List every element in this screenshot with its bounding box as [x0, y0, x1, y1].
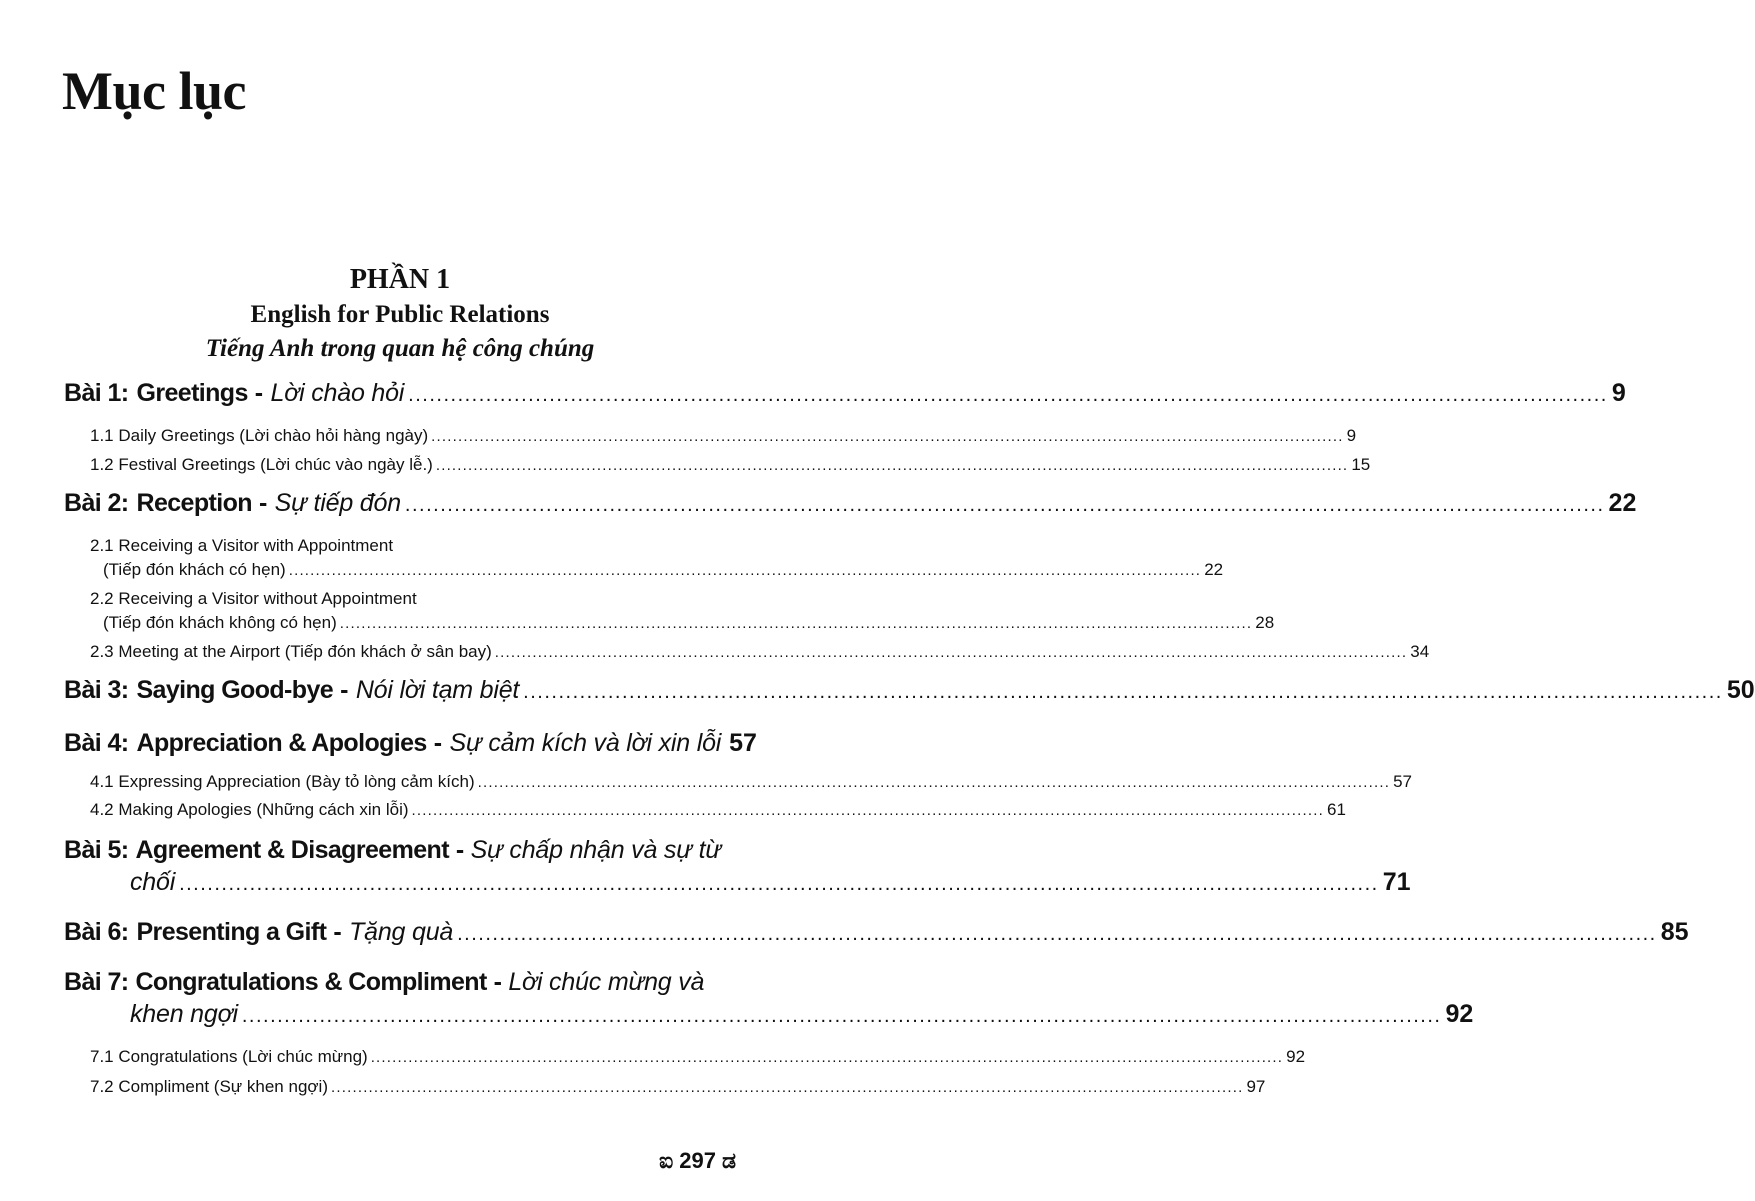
dot-leader: .......................................................................................................................................................................... [494, 644, 1408, 661]
dot-leader: .......................................................................................................................................................................... [457, 923, 1657, 945]
toc-subsection-4-1[interactable] [90, 770, 1413, 795]
lesson-page-number: 85 [1660, 918, 1689, 946]
dot-leader: .......................................................................................................................................................................... [431, 428, 1344, 445]
lesson-title-en: Congratulations & Compliment [135, 968, 487, 996]
part-title-vi: Tiếng Anh trong quan hệ công chúng [205, 335, 595, 362]
toc-subsection-7-2[interactable] [90, 1075, 1266, 1100]
dot-leader: .......................................................................................................................................................................... [435, 457, 1349, 474]
lesson-number: Bài 4: [64, 729, 129, 757]
subsection-number: 7.1 [90, 1047, 114, 1066]
ornament-left-icon: ಐ [659, 1148, 674, 1174]
subsection-number: 2.2 [90, 589, 114, 608]
subsection-page-number: 9 [1346, 426, 1357, 445]
page-title: Mục lục [62, 61, 246, 121]
subsection-number: 7.2 [90, 1077, 114, 1096]
dot-leader: .......................................................................................................................................................................... [288, 562, 1202, 579]
subsection-title: Making Apologies (Những cách xin lỗi) [118, 800, 409, 819]
lesson-page-number: 22 [1608, 489, 1637, 517]
subsection-page-number: 15 [1351, 455, 1371, 474]
lesson-page-number: 92 [1445, 1000, 1474, 1028]
toc-subsection-2-2[interactable] [90, 587, 1275, 636]
lesson-title-vi: Tặng quà [349, 918, 454, 946]
dot-leader: .......................................................................................................................................................................... [330, 1079, 1244, 1096]
lesson-number: Bài 5: [64, 836, 129, 864]
lesson-page-number: 9 [1611, 379, 1626, 407]
lesson-title-en: Presenting a Gift [136, 918, 327, 946]
part-title-en: English for Public Relations [250, 301, 550, 328]
subsection-number: 1.1 [90, 426, 114, 445]
dot-leader: .......................................................................................................................................................................... [411, 802, 1324, 819]
lesson-number: Bài 1: [64, 379, 129, 407]
toc-subsection-2-3[interactable] [90, 640, 1430, 665]
lesson-number: Bài 3: [64, 676, 129, 704]
lesson-page-number: 50 [1726, 676, 1755, 704]
dot-leader: .......................................................................................................................................................................... [477, 774, 1391, 791]
subsection-title-continued: (Tiếp đón khách có hẹn) [103, 560, 286, 579]
title-separator: - [333, 918, 342, 946]
lesson-title-en: Greetings [136, 379, 248, 407]
title-separator: - [433, 729, 442, 757]
dot-leader: .......................................................................................................................................................................... [523, 681, 1723, 703]
lesson-title-vi: Lời chào hỏi [270, 379, 405, 407]
lesson-title-en: Agreement & Disagreement [135, 836, 449, 864]
lesson-title-vi-continued: chối [130, 868, 176, 896]
lesson-title-vi: Nói lời tạm biệt [355, 676, 520, 704]
lesson-page-number: 57 [729, 729, 757, 757]
page-footer [659, 1148, 736, 1174]
subsection-page-number: 61 [1327, 800, 1346, 819]
dot-leader: .......................................................................................................................................................................... [370, 1049, 1284, 1066]
lesson-title-en: Saying Good-bye [136, 676, 334, 704]
toc-lesson-7[interactable] [64, 966, 1474, 1032]
subsection-page-number: 28 [1255, 613, 1275, 632]
subsection-title-continued: (Tiếp đón khách không có hẹn) [103, 613, 337, 632]
subsection-number: 4.1 [90, 772, 114, 791]
lesson-page-number: 71 [1382, 868, 1411, 896]
lesson-title-en: Appreciation & Apologies [136, 729, 427, 757]
subsection-page-number: 97 [1246, 1077, 1266, 1096]
toc-lesson-4[interactable] [64, 727, 757, 761]
subsection-page-number: 34 [1410, 642, 1430, 661]
dot-leader: .......................................................................................................................................................................... [241, 1005, 1442, 1027]
subsection-title: Receiving a Visitor with Appointment [118, 536, 394, 555]
lesson-title-vi: Lời chúc mừng và [508, 968, 705, 996]
lesson-title-vi: Sự tiếp đón [274, 489, 401, 517]
dot-leader: .......................................................................................................................................................................... [404, 494, 1605, 516]
subsection-title: Compliment (Sự khen ngợi) [118, 1077, 328, 1096]
toc-subsection-1-2[interactable] [90, 453, 1371, 478]
toc-lesson-2[interactable] [64, 487, 1637, 521]
lesson-title-en: Reception [136, 489, 252, 517]
lesson-title-vi-continued: khen ngợi [130, 1000, 238, 1028]
subsection-page-number: 92 [1286, 1047, 1306, 1066]
dot-leader: .......................................................................................................................................................................... [339, 615, 1253, 632]
title-separator: - [254, 379, 263, 407]
toc-subsection-7-1[interactable] [90, 1045, 1306, 1070]
page-number: 297 [679, 1148, 716, 1173]
subsection-title: Congratulations (Lời chúc mừng) [118, 1047, 368, 1066]
title-separator: - [455, 836, 464, 864]
title-separator: - [340, 676, 348, 704]
toc-subsection-4-2[interactable] [90, 798, 1346, 823]
subsection-number: 2.1 [90, 536, 114, 555]
ornament-right-icon: ಡ [721, 1148, 736, 1174]
lesson-number: Bài 7: [64, 968, 129, 996]
lesson-title-vi: Sự chấp nhận và sự từ [470, 836, 721, 864]
part-label: PHẦN 1 [349, 264, 451, 295]
dot-leader: .......................................................................................................................................................................... [408, 384, 1608, 406]
toc-subsection-1-1[interactable] [90, 424, 1357, 449]
toc-lesson-3[interactable] [64, 674, 1755, 708]
subsection-number: 1.2 [90, 455, 114, 474]
lesson-number: Bài 6: [64, 918, 129, 946]
title-separator: - [258, 489, 267, 517]
toc-lesson-5[interactable] [64, 834, 1411, 900]
subsection-number: 4.2 [90, 800, 114, 819]
lesson-number: Bài 2: [64, 489, 129, 517]
subsection-title: Daily Greetings (Lời chào hỏi hàng ngày) [118, 426, 429, 445]
lesson-title-vi: Sự cảm kích và lời xin lỗi [449, 729, 722, 757]
subsection-page-number: 22 [1204, 560, 1224, 579]
subsection-page-number: 57 [1393, 772, 1413, 791]
subsection-title: Meeting at the Airport (Tiếp đón khách ở sân bay) [118, 642, 492, 661]
subsection-number: 2.3 [90, 642, 114, 661]
subsection-title: Festival Greetings (Lời chúc vào ngày lễ.) [118, 455, 433, 474]
toc-lesson-6[interactable] [64, 916, 1689, 950]
subsection-title: Receiving a Visitor without Appointment [118, 589, 417, 608]
subsection-title: Expressing Appreciation (Bày tỏ lòng cảm kích) [118, 772, 475, 791]
dot-leader: .......................................................................................................................................................................... [179, 873, 1379, 895]
title-separator: - [493, 968, 502, 996]
toc-lesson-1[interactable] [64, 377, 1626, 411]
toc-subsection-2-1[interactable] [90, 534, 1224, 583]
